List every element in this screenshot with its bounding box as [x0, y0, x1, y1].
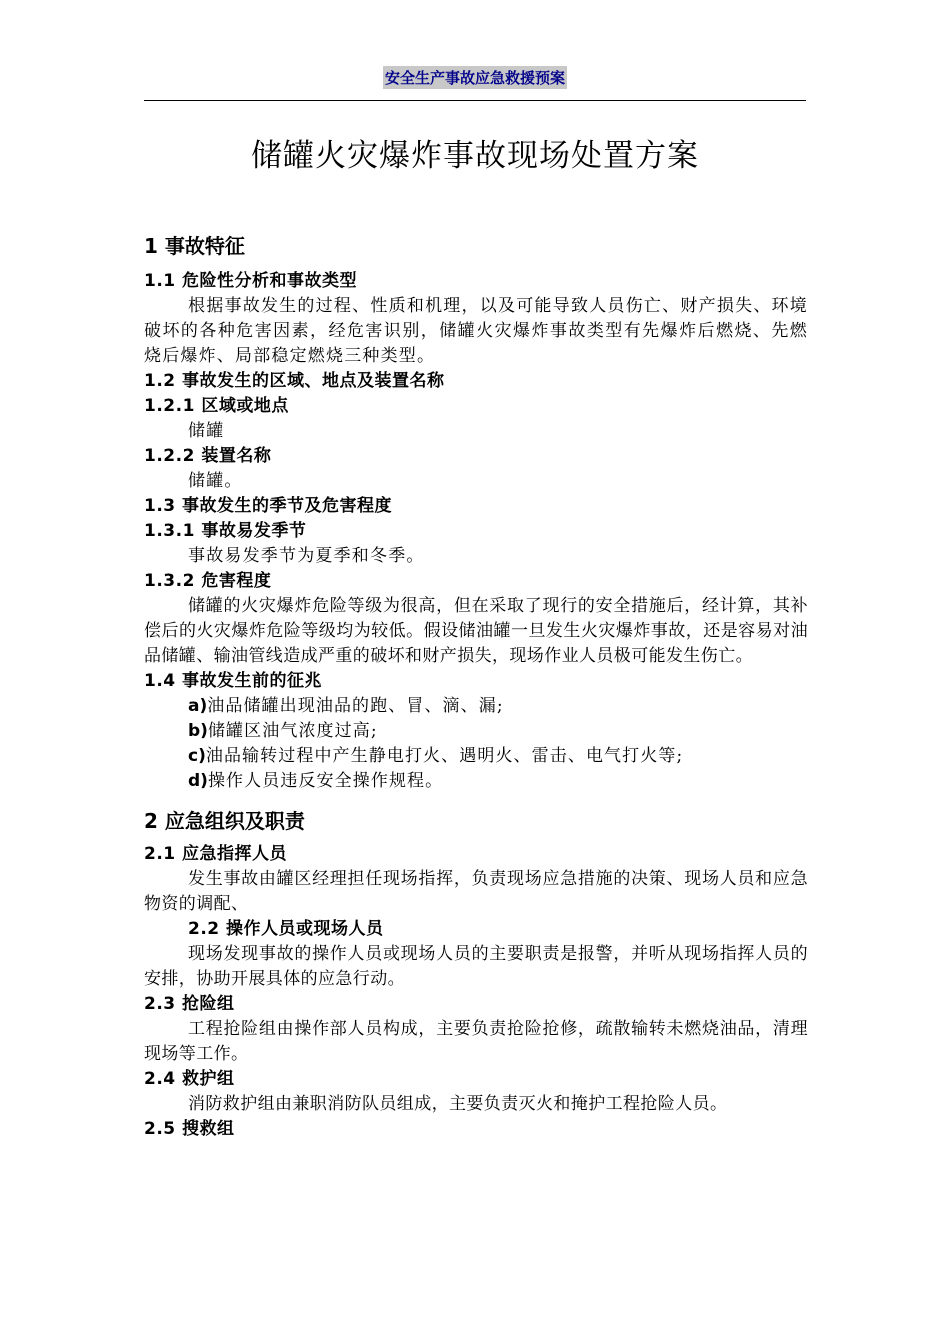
- list-item-text: 储罐区油气浓度过高;: [207, 721, 378, 741]
- list-marker: a): [188, 696, 208, 716]
- list-marker: c): [188, 746, 206, 766]
- section-1-3-2-heading: 1.3.2 危害程度: [144, 571, 272, 591]
- section-2-2-heading: 2.2 操作人员或现场人员: [188, 919, 384, 939]
- header-text: 安全生产事故应急救援预案: [383, 66, 567, 89]
- list-item: [144, 694, 808, 719]
- section-2-3-text: 工程抢险组由操作部人员构成，主要负责抢险抢修，疏散输转未燃烧油品，清理现场等工作。: [144, 1019, 808, 1064]
- section-2-heading: 2 应急组织及职责: [144, 809, 305, 833]
- section-2-4-heading: 2.4 救护组: [144, 1069, 235, 1089]
- document-title: 储罐火灾爆炸事故现场处置方案: [251, 138, 699, 174]
- section-2-3-heading: 2.3 抢险组: [144, 994, 235, 1014]
- section-1-1-text: 根据事故发生的过程、性质和机理，以及可能导致人员伤亡、财产损失、环境破坏的各种危害因素，经危害识别，储罐火灾爆炸事故类型有先爆炸后燃烧、先燃烧后爆炸、局部稳定燃烧三种类型。: [144, 296, 808, 366]
- header-divider: [144, 100, 806, 101]
- section-2-1-text: 发生事故由罐区经理担任现场指挥，负责现场应急措施的决策、现场人员和应急物资的调配、: [144, 869, 808, 914]
- list-item: [144, 719, 808, 744]
- section-1-2-1-text: 储罐: [188, 421, 225, 441]
- section-1-1-heading: 1.1 危险性分析和事故类型: [144, 271, 358, 291]
- document-body: [144, 229, 808, 1142]
- list-item-text: 操作人员违反安全操作规程。: [207, 771, 444, 791]
- section-1-2-2-text: 储罐。: [188, 471, 243, 491]
- list-item-text: 油品输转过程中产生静电打火、遇明火、雷击、电气打火等;: [205, 746, 684, 766]
- section-1-3-heading: 1.3 事故发生的季节及危害程度: [144, 496, 393, 516]
- list-item: [144, 769, 808, 794]
- section-1-heading: 1 事故特征: [144, 234, 245, 258]
- section-1-3-1-text: 事故易发季节为夏季和冬季。: [188, 546, 425, 566]
- section-2-1-heading: 2.1 应急指挥人员: [144, 844, 288, 864]
- section-1-3-1-heading: 1.3.1 事故易发季节: [144, 521, 307, 541]
- section-2-5-heading: 2.5 搜救组: [144, 1119, 235, 1139]
- running-header: [0, 66, 950, 89]
- section-1-2-1-heading: 1.2.1 区域或地点: [144, 396, 289, 416]
- list-marker: d): [188, 771, 208, 791]
- list-item: [144, 744, 808, 769]
- section-1-2-heading: 1.2 事故发生的区域、地点及装置名称: [144, 371, 445, 391]
- section-1-4-heading: 1.4 事故发生前的征兆: [144, 671, 323, 691]
- list-marker: b): [188, 721, 208, 741]
- section-1-3-2-text: 储罐的火灾爆炸危险等级为很高，但在采取了现行的安全措施后，经计算，其补偿后的火灾爆炸危险等级均为较低。假设储油罐一旦发生火灾爆炸事故，还是容易对油品储罐、输油管线造成严重的破坏和财产损失，现场作业人员极可能发生伤亡。: [144, 596, 808, 666]
- section-2-2-text: 现场发现事故的操作人员或现场人员的主要职责是报警，并听从现场指挥人员的安排，协助开展具体的应急行动。: [144, 944, 808, 989]
- section-2-4-text: 消防救护组由兼职消防队员组成，主要负责灭火和掩护工程抢险人员。: [188, 1094, 728, 1114]
- section-1-2-2-heading: 1.2.2 装置名称: [144, 446, 272, 466]
- list-item-text: 油品储罐出现油品的跑、冒、滴、漏;: [207, 696, 504, 716]
